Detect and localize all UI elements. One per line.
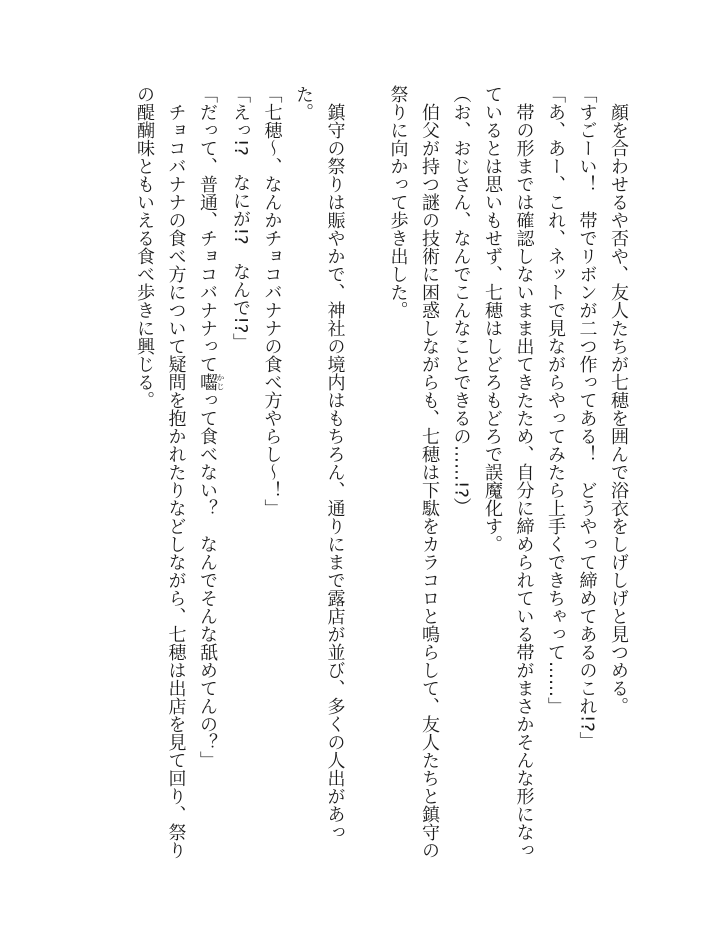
text-segment: って食べない？ なんでそんな舐めてんの？」: [197, 391, 218, 769]
paragraph-line: チョコバナナの食べ方について疑問を抱かれたりなどしながら、七穂は出店を見て回り、祭り: [165, 103, 187, 859]
paragraph-line: 鎮守の祭りは賑やかで、神社の境内はもちろん、通りにまで露店が並び、多くの人出があっ: [324, 103, 346, 841]
paragraph-line: ているとは思いもせず、七穂はしどろもどろで誤魔化す。: [482, 85, 503, 553]
paragraph-line: 帯の形までは確認しないまま出てきたため、自分に締められている帯がまさかそんな形になっ: [513, 103, 535, 859]
thought-line: （お、おじさん、なんでこんなことできるの……!?）: [450, 85, 472, 516]
dialogue-line: 「七穂～、なんかチョコバナナの食べ方やらし～！」: [261, 85, 283, 517]
paragraph-line: 伯父が持つ謎の技術に困惑しながらも、七穂は下駄をカラコロと鳴らして、友人たちと鎮守の: [419, 103, 440, 859]
section-break: [351, 85, 383, 865]
ruby-reading: かじ: [216, 373, 225, 391]
dialogue-line: 「えっ!? なにが!? なんで!?」: [230, 85, 251, 352]
paragraph-line: た。: [293, 85, 314, 121]
paragraph-line: 祭りに向かって歩き出した。: [387, 85, 409, 319]
vertical-text-page: [129, 85, 635, 865]
dialogue-line: 「あ、あー、これ、ネットで見ながらやってみたら上手くできちゃって……」: [545, 85, 566, 715]
ruby-base: 囓: [197, 373, 218, 391]
paragraph-line: の醍醐味ともいえる食べ歩きに興じる。: [134, 85, 155, 409]
ruby-annotation: [197, 373, 225, 391]
dialogue-line: 「すごーい！ 帯でリボンが二つ作ってある！ どうやって締めてあるのこれ!?」: [576, 85, 598, 750]
paragraph-line: 顔を合わせるや否や、友人たちが七穂を囲んで浴衣をしげしげと見つめる。: [608, 103, 629, 715]
text-segment: 「だって、普通、チョコバナナって: [197, 85, 218, 373]
dialogue-line: [192, 85, 225, 865]
